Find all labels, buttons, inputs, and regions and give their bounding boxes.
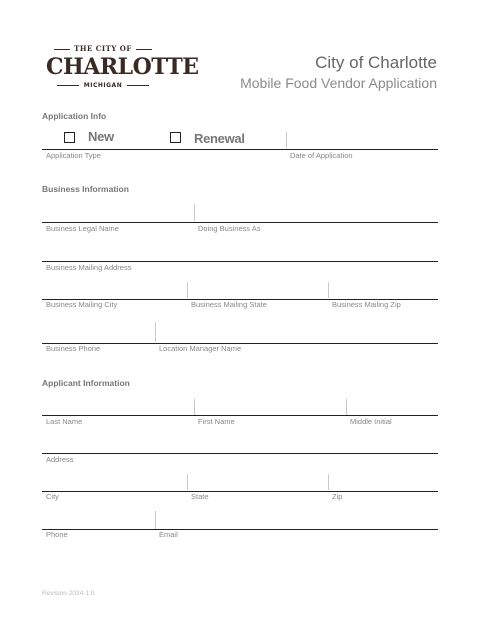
field-underline: [42, 222, 438, 223]
business-mailing-zip-field[interactable]: [329, 282, 438, 299]
state-field[interactable]: [188, 474, 328, 491]
field-divider: [194, 204, 195, 221]
page-subtitle: Mobile Food Vendor Application: [240, 75, 437, 91]
logo-bottom-text: MICHIGAN: [46, 82, 160, 89]
field-underline: [42, 149, 438, 150]
business-phone-field[interactable]: [42, 322, 155, 343]
revision-text: Revision 2024-1.0: [42, 590, 95, 597]
middle-initial-field[interactable]: [347, 398, 438, 415]
business-mailing-state-field[interactable]: [188, 282, 328, 299]
location-manager-name-field[interactable]: [156, 322, 438, 343]
field-divider: [194, 399, 195, 415]
zip-field[interactable]: [329, 474, 438, 491]
address-field[interactable]: [42, 436, 438, 453]
application-type-field[interactable]: [42, 132, 286, 149]
location-manager-name-label: Location Manager Name: [159, 344, 242, 353]
first-name-label: First Name: [198, 417, 235, 426]
renewal-checkbox-label: Renewal: [194, 131, 245, 146]
page-title: City of Charlotte: [315, 53, 437, 72]
last-name-label: Last Name: [46, 417, 83, 426]
business-mailing-city-field[interactable]: [42, 282, 187, 299]
business-mailing-address-field[interactable]: [42, 244, 438, 261]
business-legal-name-field[interactable]: [42, 204, 194, 222]
business-mailing-zip-label: Business Mailing Zip: [332, 300, 401, 309]
zip-label: Zip: [332, 492, 343, 501]
field-underline: [42, 529, 438, 530]
first-name-field[interactable]: [195, 398, 346, 415]
business-legal-name-label: Business Legal Name: [46, 224, 119, 233]
business-mailing-state-label: Business Mailing State: [191, 300, 267, 309]
business-mailing-city-label: Business Mailing City: [46, 300, 118, 309]
address-label: Address: [46, 455, 74, 464]
middle-initial-label: Middle Initial: [350, 417, 392, 426]
field-underline: [42, 491, 438, 492]
field-underline: [42, 261, 438, 262]
date-of-application-field[interactable]: [287, 132, 438, 149]
field-underline: [42, 453, 438, 454]
application-type-label: Application Type: [46, 151, 101, 160]
field-divider: [346, 399, 347, 415]
section-business-info: Business Information: [42, 184, 129, 194]
business-mailing-address-label: Business Mailing Address: [46, 263, 132, 272]
field-underline: [42, 415, 438, 416]
city-field[interactable]: [42, 474, 187, 491]
doing-business-as-field[interactable]: [195, 204, 438, 222]
section-applicant-info: Applicant Information: [42, 378, 130, 388]
field-divider: [155, 511, 156, 529]
business-phone-label: Business Phone: [46, 344, 101, 353]
last-name-field[interactable]: [42, 398, 194, 415]
field-divider: [328, 474, 329, 490]
city-logo: [46, 40, 199, 98]
city-label: City: [46, 492, 59, 501]
field-divider: [187, 282, 188, 298]
field-divider: [328, 282, 329, 298]
field-divider: [155, 322, 156, 342]
email-field[interactable]: [156, 510, 438, 529]
date-of-application-label: Date of Application: [290, 151, 353, 160]
phone-field[interactable]: [42, 510, 155, 529]
logo-main-text: CHARLOTTE: [46, 54, 199, 80]
new-checkbox-label: New: [88, 129, 114, 144]
doing-business-as-label: Doing Business As: [198, 224, 261, 233]
logo-top-text: THE CITY OF: [46, 44, 160, 53]
field-divider: [187, 474, 188, 490]
section-application-info: Application Info: [42, 111, 107, 121]
phone-label: Phone: [46, 530, 68, 539]
email-label: Email: [159, 530, 178, 539]
state-label: State: [191, 492, 209, 501]
